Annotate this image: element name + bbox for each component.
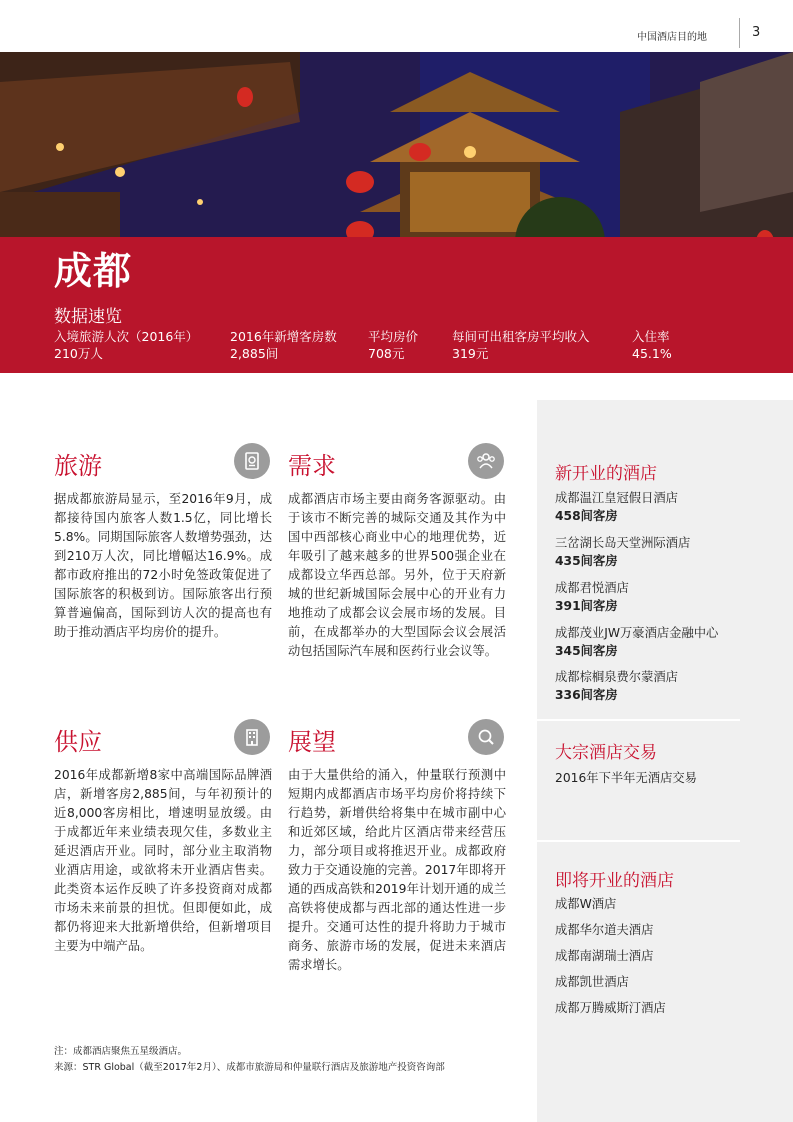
- new-hotel-item: [555, 489, 678, 525]
- hotel-name: 成都君悦酒店: [555, 581, 629, 595]
- fact-revpar: [452, 328, 590, 362]
- page-number: 3: [752, 25, 761, 40]
- hotel-rooms: 435间客房: [555, 554, 618, 568]
- site-label: 中国酒店目的地: [637, 32, 707, 43]
- new-hotel-item: [555, 534, 690, 570]
- sidebar-divider: [537, 719, 740, 721]
- fact-occupancy: [632, 328, 672, 362]
- people-icon: [468, 443, 504, 479]
- fact-value: 708元: [368, 346, 405, 361]
- footnote: 注：成都酒店聚焦五星级酒店。: [54, 1046, 188, 1057]
- section-body-tourism: 据成都旅游局显示，至2016年9月，成都接待国内旅客人数1.5亿，同比增长5.8%。同期国际旅客人数增势强劲，达到210万人次，同比增幅达16.9%。成都市政府推出的72小时免签政策促进了国际旅客的积极到访。国际旅客出行预算普遍偏高，国际到访人次的提高也有助于推动酒店平均房价的提升。: [54, 492, 272, 639]
- hotel-name: 三岔湖长岛天堂洲际酒店: [555, 536, 691, 550]
- hotel-name: 成都温江皇冠假日酒店: [555, 491, 678, 505]
- fact-label: 入境旅游人次（2016年）: [54, 329, 199, 344]
- facts-title: 数据速览: [54, 307, 122, 327]
- city-title: 成都: [54, 249, 133, 293]
- deals-text: 2016年下半年无酒店交易: [555, 771, 697, 785]
- upcoming-item: 成都华尔道夫酒店: [555, 923, 654, 937]
- section-title-tourism: 旅游: [54, 452, 102, 480]
- deals-title: 大宗酒店交易: [555, 743, 657, 763]
- new-hotel-item: [555, 579, 629, 615]
- section-body-outlook: 由于大量供给的涌入，仲量联行预测中短期内成都酒店市场平均房价将持续下行趋势，新增供给将集中在城市副中心和近郊区域，给此片区酒店带来经营压力，部分项目或将推迟开业。成都政府致力于交通设施的完善。2017年即将开通的西成高铁和2019年计划开通的成兰高铁将使成都与西北部的通达性进一步提升。交通可达性的提升将助力于城市商务、旅游市场的发展，促进未来酒店需求增长。: [288, 768, 506, 972]
- upcoming-title: 即将开业的酒店: [555, 871, 674, 891]
- magnifier-icon: [468, 719, 504, 755]
- upcoming-item: 成都南湖瑞士酒店: [555, 949, 654, 963]
- hotel-rooms: 458间客房: [555, 509, 618, 523]
- hotel-rooms: 336间客房: [555, 688, 618, 702]
- fact-label: 每间可出租客房平均收入: [452, 329, 590, 344]
- top-bar: [0, 0, 793, 52]
- section-title-demand: 需求: [288, 452, 336, 480]
- sidebar-divider: [537, 840, 740, 842]
- fact-label: 平均房价: [368, 329, 419, 344]
- fact-avg-rate: [368, 328, 418, 362]
- upcoming-item: 成都W酒店: [555, 897, 617, 911]
- section-body-supply: 2016年成都新增8家中高端国际品牌酒店，新增客房2,885间，与年初预计的近8,000客房相比，增速明显放缓。由于成都近年来业绩表现欠佳，多数业主延迟酒店开业。同时，部分业主取消物业酒店用途，或欲将未开业酒店售卖。此类资本运作反映了许多投资商对成都市场未来前景的担忧。但即便如此，成都仍将迎来大批新增供给，但新增项目主要为中端产品。: [54, 768, 272, 953]
- passport-icon: [234, 443, 270, 479]
- building-icon: [234, 719, 270, 755]
- fact-value: 2,885间: [230, 346, 279, 361]
- hotel-rooms: 345间客房: [555, 644, 618, 658]
- fact-new-rooms: [230, 328, 337, 362]
- hotel-rooms: 391间客房: [555, 599, 618, 613]
- fact-inbound-tourists: [54, 328, 198, 362]
- hotel-name: 成都棕榈泉费尔蒙酒店: [555, 670, 678, 684]
- hero-banner: [0, 52, 793, 373]
- new-hotel-item: [555, 624, 718, 660]
- section-title-outlook: 展望: [288, 728, 336, 756]
- section-body-demand: 成都酒店市场主要由商务客源驱动。由于该市不断完善的城际交通及其作为中国中西部核心商业中心的地理优势，近年吸引了越来越多的世界500强企业在成都设立华西总部。另外，位于天府新城的世纪新城国际会展中心的开业有力地推动了成都会议会展市场的发展。目前，在成都举办的大型国际会议会展活动包括国际汽车展和医药行业会议等。: [288, 492, 506, 658]
- fact-label: 2016年新增客房数: [230, 329, 337, 344]
- fact-value: 210万人: [54, 346, 103, 361]
- new-hotels-title: 新开业的酒店: [555, 464, 657, 484]
- hotel-name: 成都茂业JW万豪酒店金融中心: [555, 626, 719, 640]
- upcoming-item: 成都万腾威斯汀酒店: [555, 1001, 666, 1015]
- fact-value: 319元: [452, 346, 489, 361]
- source-note: 来源：STR Global（截至2017年2月）、成都市旅游局和仲量联行酒店及旅游地产投资咨询部: [54, 1062, 445, 1073]
- fact-value: 45.1%: [632, 346, 672, 361]
- new-hotel-item: [555, 668, 678, 704]
- fact-label: 入住率: [632, 329, 670, 344]
- header-divider: [739, 18, 740, 48]
- section-title-supply: 供应: [54, 728, 102, 756]
- upcoming-item: 成都凯世酒店: [555, 975, 629, 989]
